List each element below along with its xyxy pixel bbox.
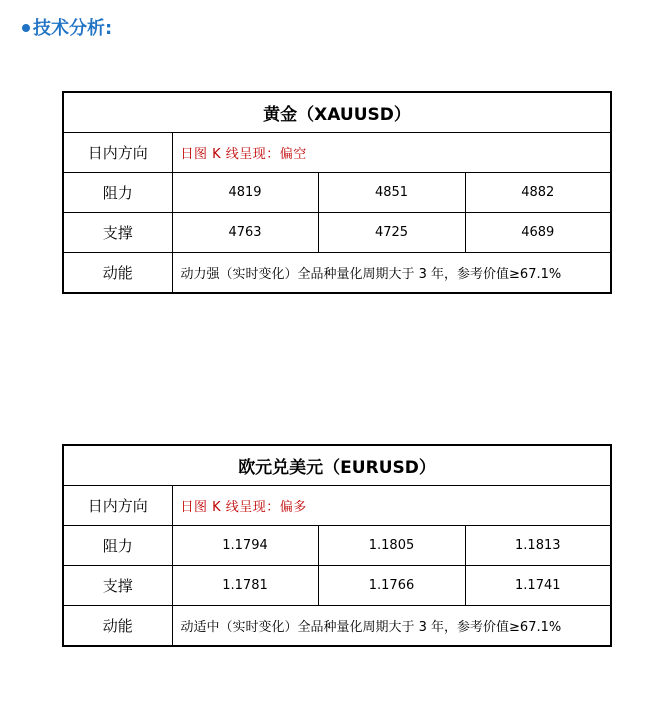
resistance-value-3: 4882	[465, 173, 611, 213]
resistance-value-2: 1.1805	[318, 526, 465, 566]
support-label: 支撑	[63, 213, 172, 253]
bullet-icon	[22, 24, 30, 32]
table-row	[63, 253, 611, 294]
support-value-3: 4689	[465, 213, 611, 253]
support-value-1: 4763	[172, 213, 318, 253]
direction-value: 日图 K 线呈现：偏空	[172, 133, 611, 173]
support-label: 支撑	[63, 566, 172, 606]
support-value-1: 1.1781	[172, 566, 318, 606]
resistance-value-1: 1.1794	[172, 526, 318, 566]
gold-quote-table	[62, 91, 612, 294]
direction-label: 日内方向	[63, 133, 172, 173]
momentum-label: 动能	[63, 253, 172, 294]
table-title: 黄金（XAUUSD）	[63, 92, 611, 133]
table-row	[63, 173, 611, 213]
table-row	[63, 213, 611, 253]
table-row	[63, 133, 611, 173]
direction-label: 日内方向	[63, 486, 172, 526]
direction-value: 日图 K 线呈现：偏多	[172, 486, 611, 526]
momentum-value: 动力强（实时变化）全品种量化周期大于 3 年，参考价值≥67.1%	[172, 253, 611, 294]
resistance-value-1: 4819	[172, 173, 318, 213]
eurusd-quote-table	[62, 444, 612, 647]
section-heading-text: 技术分析:	[33, 18, 113, 39]
support-value-2: 4725	[318, 213, 465, 253]
table-row	[63, 606, 611, 647]
support-value-2: 1.1766	[318, 566, 465, 606]
table-row	[63, 526, 611, 566]
resistance-value-3: 1.1813	[465, 526, 611, 566]
support-value-3: 1.1741	[465, 566, 611, 606]
resistance-label: 阻力	[63, 526, 172, 566]
momentum-value: 动适中（实时变化）全品种量化周期大于 3 年，参考价值≥67.1%	[172, 606, 611, 647]
table-row	[63, 486, 611, 526]
table-title: 欧元兑美元（EURUSD）	[63, 445, 611, 486]
resistance-value-2: 4851	[318, 173, 465, 213]
section-heading	[22, 14, 112, 40]
resistance-label: 阻力	[63, 173, 172, 213]
momentum-label: 动能	[63, 606, 172, 647]
table-row	[63, 566, 611, 606]
